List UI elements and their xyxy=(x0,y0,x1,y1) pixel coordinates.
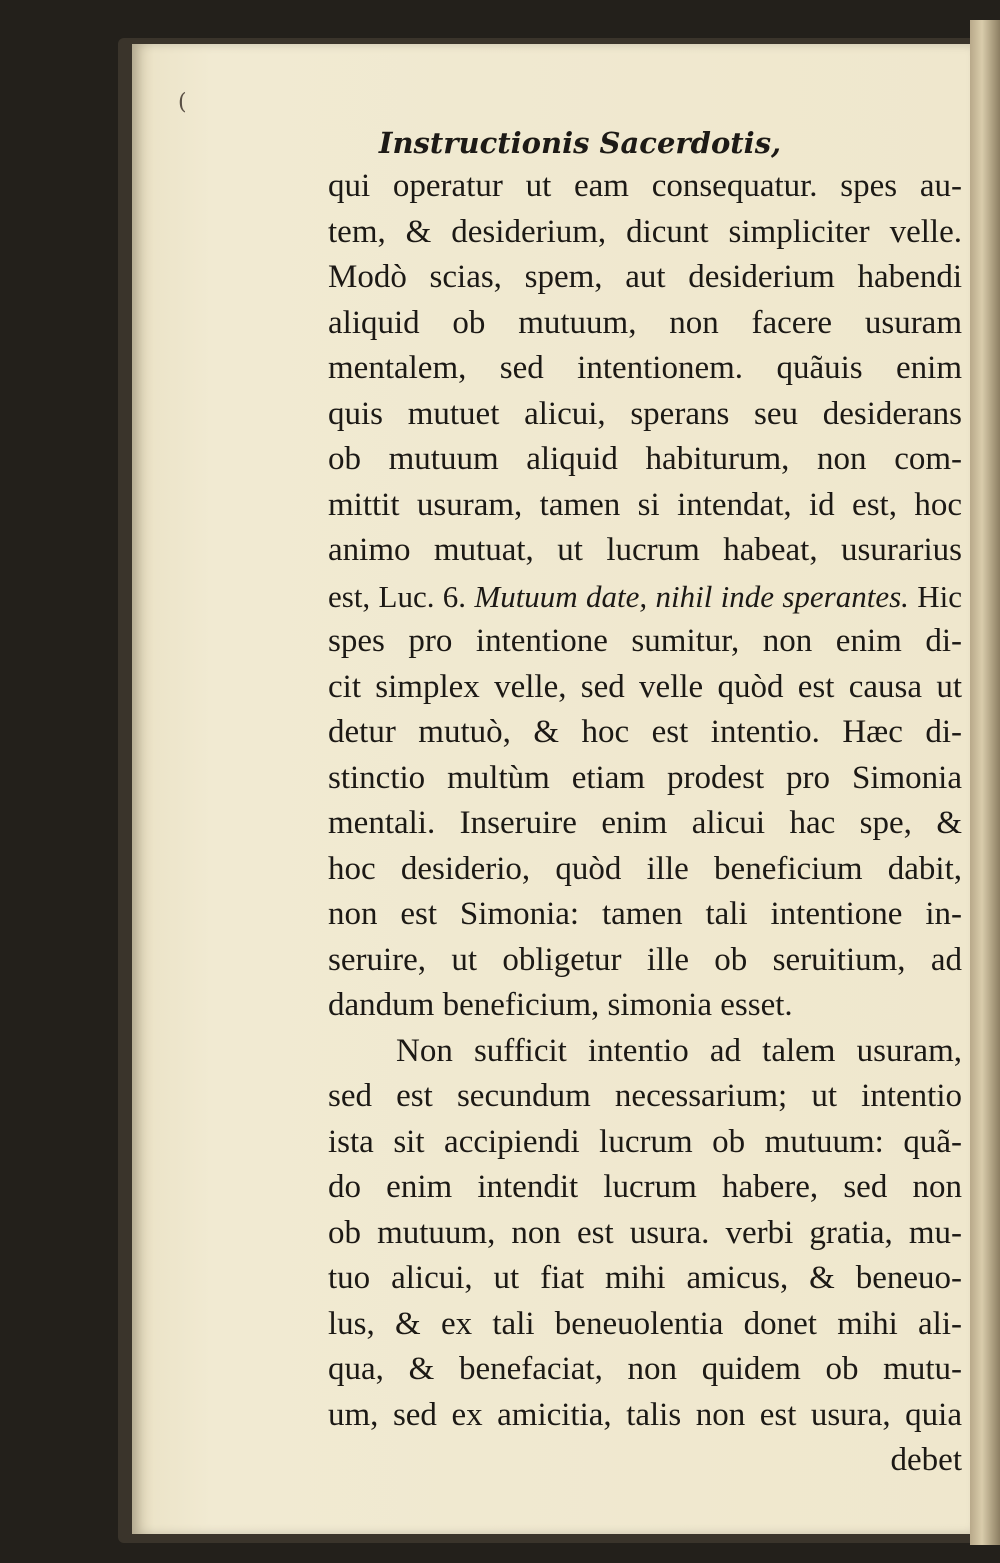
text-line: ista sit accipiendi lucrum ob mutuum: quã- xyxy=(328,1123,962,1160)
running-head: Instructionis Sacerdotis, xyxy=(378,126,782,160)
text-line: animo mutuat, ut lucrum habeat, usurarius xyxy=(328,532,962,568)
text-line: mentalem, sed intentionem. quãuis enim xyxy=(328,350,962,386)
catchword: debet xyxy=(890,1442,962,1478)
text-line: non est Simonia: tamen tali intentione in- xyxy=(328,896,962,932)
text-line: qui operatur ut eam consequatur. spes au- xyxy=(328,168,962,204)
text-line: ob mutuum, non est usura. verbi gratia, mu- xyxy=(328,1214,962,1251)
scripture-quote: Mutuum date, nihil inde sperantes. xyxy=(474,578,909,614)
text-line: mentali. Inseruire enim alicui hac spe, & xyxy=(328,805,962,841)
body-text xyxy=(328,164,962,1484)
text-line xyxy=(328,574,962,620)
text-line: seruire, ut obligetur ille ob seruitium, ad xyxy=(328,941,962,978)
text-line: sed est secundum necessarium; ut intentio xyxy=(328,1078,962,1114)
text-line: do enim intendit lucrum habere, sed non xyxy=(328,1169,962,1205)
text-line: Modò scias, spem, aut desiderium habendi xyxy=(328,259,962,295)
text-line: quis mutuet alicui, sperans seu desiderans xyxy=(328,395,962,432)
text-line-paragraph-end: dandum beneficium, simonia esset. xyxy=(328,987,793,1023)
text-line: lus, & ex tali beneuolentia donet mihi ali- xyxy=(328,1305,962,1342)
text-segment: est, Luc. 6. xyxy=(328,578,475,614)
text-segment: Hic xyxy=(908,578,963,614)
text-line: cit simplex velle, sed velle quòd est causa ut xyxy=(328,668,962,705)
page-edges-right xyxy=(970,20,1000,1545)
text-line: spes pro intentione sumitur, non enim di- xyxy=(328,623,962,659)
page-mark: ( xyxy=(178,90,187,115)
text-line: ob mutuum aliquid habiturum, non com- xyxy=(328,441,962,477)
text-line: tem, & desiderium, dicunt simpliciter velle. xyxy=(328,213,962,250)
text-line: detur mutuò, & hoc est intentio. Hæc di- xyxy=(328,714,962,750)
text-line-paragraph-start: Non sufficit intentio ad talem usuram, xyxy=(396,1032,962,1069)
text-line: tuo alicui, ut fiat mihi amicus, & beneuo- xyxy=(328,1260,962,1296)
text-line: mittit usuram, tamen si intendat, id est, hoc xyxy=(328,486,962,523)
text-line: hoc desiderio, quòd ille beneficium dabit, xyxy=(328,850,962,887)
text-line: um, sed ex amicitia, talis non est usura, quia xyxy=(328,1396,962,1433)
text-line: stinctio multùm etiam prodest pro Simonia xyxy=(328,759,962,796)
text-line: qua, & benefaciat, non quidem ob mutu- xyxy=(328,1351,962,1387)
text-line: aliquid ob mutuum, non facere usuram xyxy=(328,304,962,341)
